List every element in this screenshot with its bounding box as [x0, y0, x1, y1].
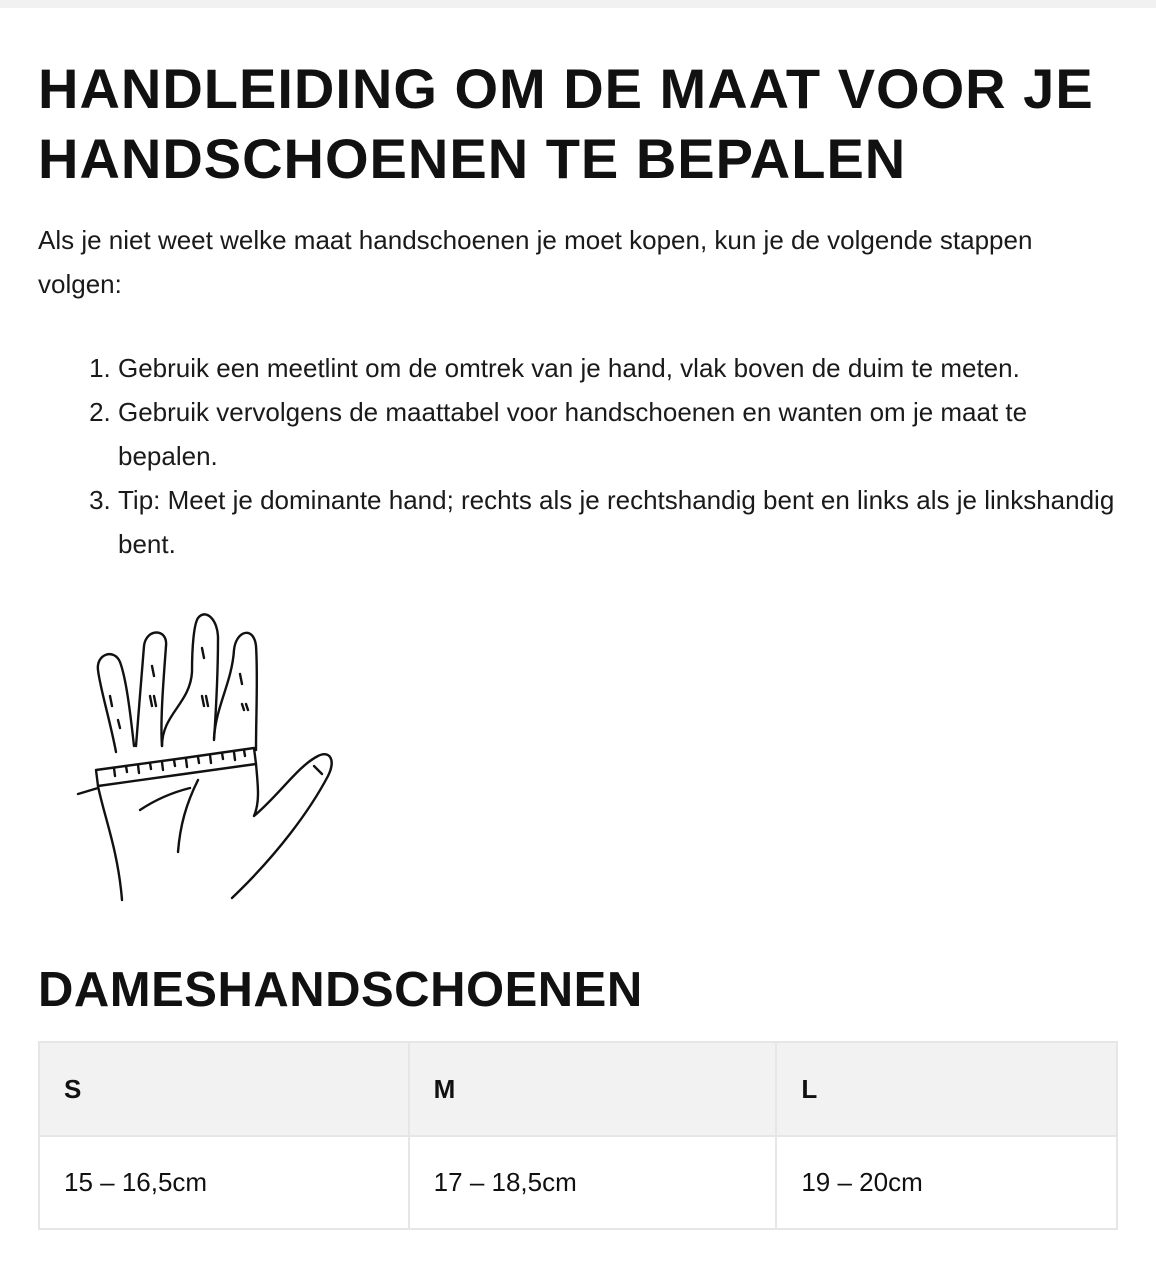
hand-measuring-tape-illustration [74, 610, 344, 910]
main-content [38, 8, 1118, 1230]
column-header-s: S [39, 1042, 409, 1136]
table-cell: 15 – 16,5cm [39, 1136, 409, 1229]
step-item: 3. Tip: Meet je dominante hand; rechts als je rechtshandig bent en links als je linkshandig bent. [118, 478, 1118, 566]
section-title-women: DAMESHANDSCHOENEN [38, 963, 643, 1017]
step-item: 1. Gebruik een meetlint om de omtrek van je hand, vlak boven de duim te meten. [118, 346, 1118, 390]
column-header-l: L [776, 1042, 1117, 1136]
table-cell: 17 – 18,5cm [409, 1136, 777, 1229]
steps-list [38, 346, 1118, 566]
step-item: 2. Gebruik vervolgens de maattabel voor handschoenen en wanten om je maat te bepalen. [118, 390, 1118, 478]
table-row [39, 1136, 1117, 1229]
top-divider [0, 0, 1156, 8]
size-table [38, 1041, 1118, 1230]
page-title: HANDLEIDING OM DE MAAT VOOR JE HANDSCHOENEN TE BEPALEN [38, 57, 1094, 190]
table-cell: 19 – 20cm [776, 1136, 1117, 1229]
table-header-row [39, 1042, 1117, 1136]
intro-paragraph: Als je niet weet welke maat handschoenen je moet kopen, kun je de volgende stappen volgen: [38, 225, 1033, 299]
column-header-m: M [409, 1042, 777, 1136]
